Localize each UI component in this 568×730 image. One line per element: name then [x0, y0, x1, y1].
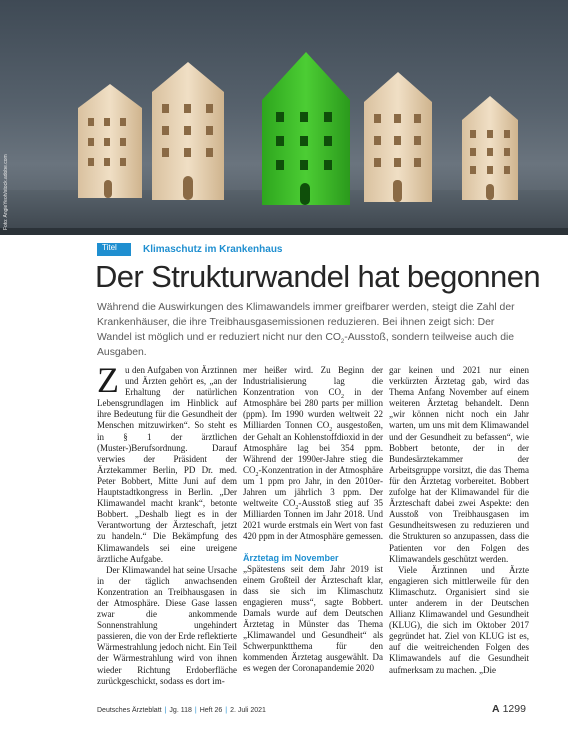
intro-text-b: -Ausstoß, sondern teilweise auch die Ausgaben.	[97, 332, 515, 358]
article-headline: Der Strukturwandel hat begonnen	[95, 259, 540, 294]
page-number	[492, 703, 526, 715]
article-subtitle: Klimaschutz im Krankenhaus	[143, 244, 283, 255]
paragraph-text: u den Aufgaben von Ärztinnen und Ärzten gehört es, „an der Erhaltung der natürlichen Lebensgrundlagen im Hinblick auf ihre Bedeutung für die Gesundheit der Menschen mitzuwirken“. So steht es in § 1 der ärztlichen (Muster-)Berufsordnung. Darauf verwies der Präsident der Ärztekammer Berlin, PD Dr. med. Peter Bobbert, Mitte Juni auf dem Hauptstadtkongress in Berlin. „Der Klimawandel macht krank“, betonte Bobbert. „Deshalb liegt es in der Verantwortung der Ärzteschaft, jetzt zu handeln.“ Die Bekämpfung des Klimawandels sei eine ureigene ärztliche Aufgabe.	[97, 365, 237, 564]
issue-date: 2. Juli 2021	[230, 707, 266, 714]
subscript: 2	[329, 427, 333, 434]
issue: Heft 26	[199, 707, 223, 714]
text-run: ausgestoßen, der Gehalt an Kohlenstoffdioxid in der Atmosphäre lag bei 354 ppm. Während der 1990er-Jahre stieg die CO	[243, 420, 383, 475]
paragraph	[243, 365, 383, 543]
paragraph	[97, 360, 237, 565]
journal-name: Deutsches Ärzteblatt	[97, 707, 162, 714]
hero-photo	[0, 0, 568, 235]
paragraph: Viele Ärztinnen und Ärzte engagieren sich mittlerweile für den Klimaschutz. Organisiert sind sie unter anderem in der Deutschen Allianz Klimawandel und Gesundheit (KLUG), die sich im Oktober 2017 gegründet hat. Ziel von KLUG ist es, auf die weitreichenden Folgen des Klimawandels auf die Gesundheit aufmerksam zu machen. „Die	[389, 564, 529, 675]
wooden-house-2	[152, 62, 224, 200]
wooden-house-1	[78, 84, 142, 198]
paragraph: „Spätestens seit dem Jahr 2019 ist einem Großteil der Ärzteschaft klar, dass sie sich im Klimaschutz engagieren muss“, sagte Bobbert. Damals wurde auf dem Deutschen Ärztetag in Münster das Thema „Klimawandel und Gesundheit“ als Schwerpunktthema für den kommenden Ärztetag ausgewählt. Da es wegen der Coronapandemie 2020	[243, 563, 383, 674]
subscript: 2	[341, 393, 344, 400]
article-intro	[97, 300, 525, 360]
wooden-house-5	[462, 96, 518, 200]
subscript: 2	[295, 504, 299, 511]
page-number-value: 1299	[502, 703, 526, 715]
column-3	[389, 365, 529, 676]
intro-subscript: 2	[340, 339, 345, 346]
wooden-house-4	[364, 72, 432, 202]
column-1	[97, 360, 237, 687]
drop-cap: Z	[97, 360, 119, 400]
text-run: mer heißer wird. Zu Beginn der Industrialisierung lag die Konzentration von CO	[243, 365, 383, 398]
photo-credit: Foto: AngieYeoh/stock.adobe.com	[3, 154, 9, 230]
text-run: -Ausstoß stieg auf 35 Milliarden Tonnen im Jahr 2018. Und 2021 wurde erstmals ein Wert von fast 420 ppm in der Atmosphäre gemessen.	[243, 498, 383, 542]
subscript: 2	[255, 471, 259, 478]
page-footer: Deutsches Ärzteblatt | Jg. 118 | Heft 26 | 2. Juli 2021	[97, 707, 266, 714]
rubric-label: Titel	[97, 243, 131, 256]
text-run: -Konzentration in der Atmosphäre um 1 ppm pro Jahr, in den 2010er-Jahren um jährlich 3 ppm. Der weltweite CO	[243, 464, 383, 509]
green-house	[262, 52, 350, 205]
paragraph: gar keinen und 2021 nur einen verkürzten Ärztetag gab, wird das Thema Anfang November auf einem weiteren Ärztetag behandelt. Denn „wir können nicht noch ein Jahr warten, um uns mit dem Klimawandel und der Gesundheit zu befassen“, wie Bobbert betonte, der in der Bundesärztekammer der Arbeitsgruppe vorsitzt, die das Thema für den Ärztetag vorbereitet. Bobbert zufolge hat der Klimawandel für die Ärzteschaft dabei zwei Aspekte: den Ausstoß von Treibhausgasen im Gesundheitswesen zu reduzieren und die Strukturen so anzupassen, dass die Patienten vor den Folgen des Klimawandels geschützt werden.	[389, 365, 529, 564]
volume: Jg. 118	[169, 707, 192, 714]
page-prefix: A	[492, 703, 500, 715]
paragraph: Der Klimawandel hat seine Ursache in der täglich anwachsenden Konzentration an Treibhausgasen in der Atmosphäre. Diese Gase lassen zwar die ankommende Sonnenstrahlung ungehindert passieren, die von der Erde reflektierte Wärmestrahlung jedoch nicht. Ein Teil der Wärmestrahlung wird von ihnen wieder Richtung Erdoberfläche zurückgeschickt, sodass es dort im-	[97, 564, 237, 686]
text-run: in der Atmosphäre bei 280 parts per million (ppm). Im 1990 wurden weltweit 22 Milliarden Tonnen CO	[243, 387, 383, 431]
column-2	[243, 365, 383, 674]
section-heading: Ärztetag im November	[243, 552, 339, 563]
intro-text-a: Während die Auswirkungen des Klimawandels immer greifbarer werden, steigt die Zahl der Krankenhäuser, die ihre Treibhausgasemissionen reduzieren. Bei ihnen zeigt sich: Der Wandel ist möglich und er reduziert nicht nur den CO	[97, 302, 515, 343]
